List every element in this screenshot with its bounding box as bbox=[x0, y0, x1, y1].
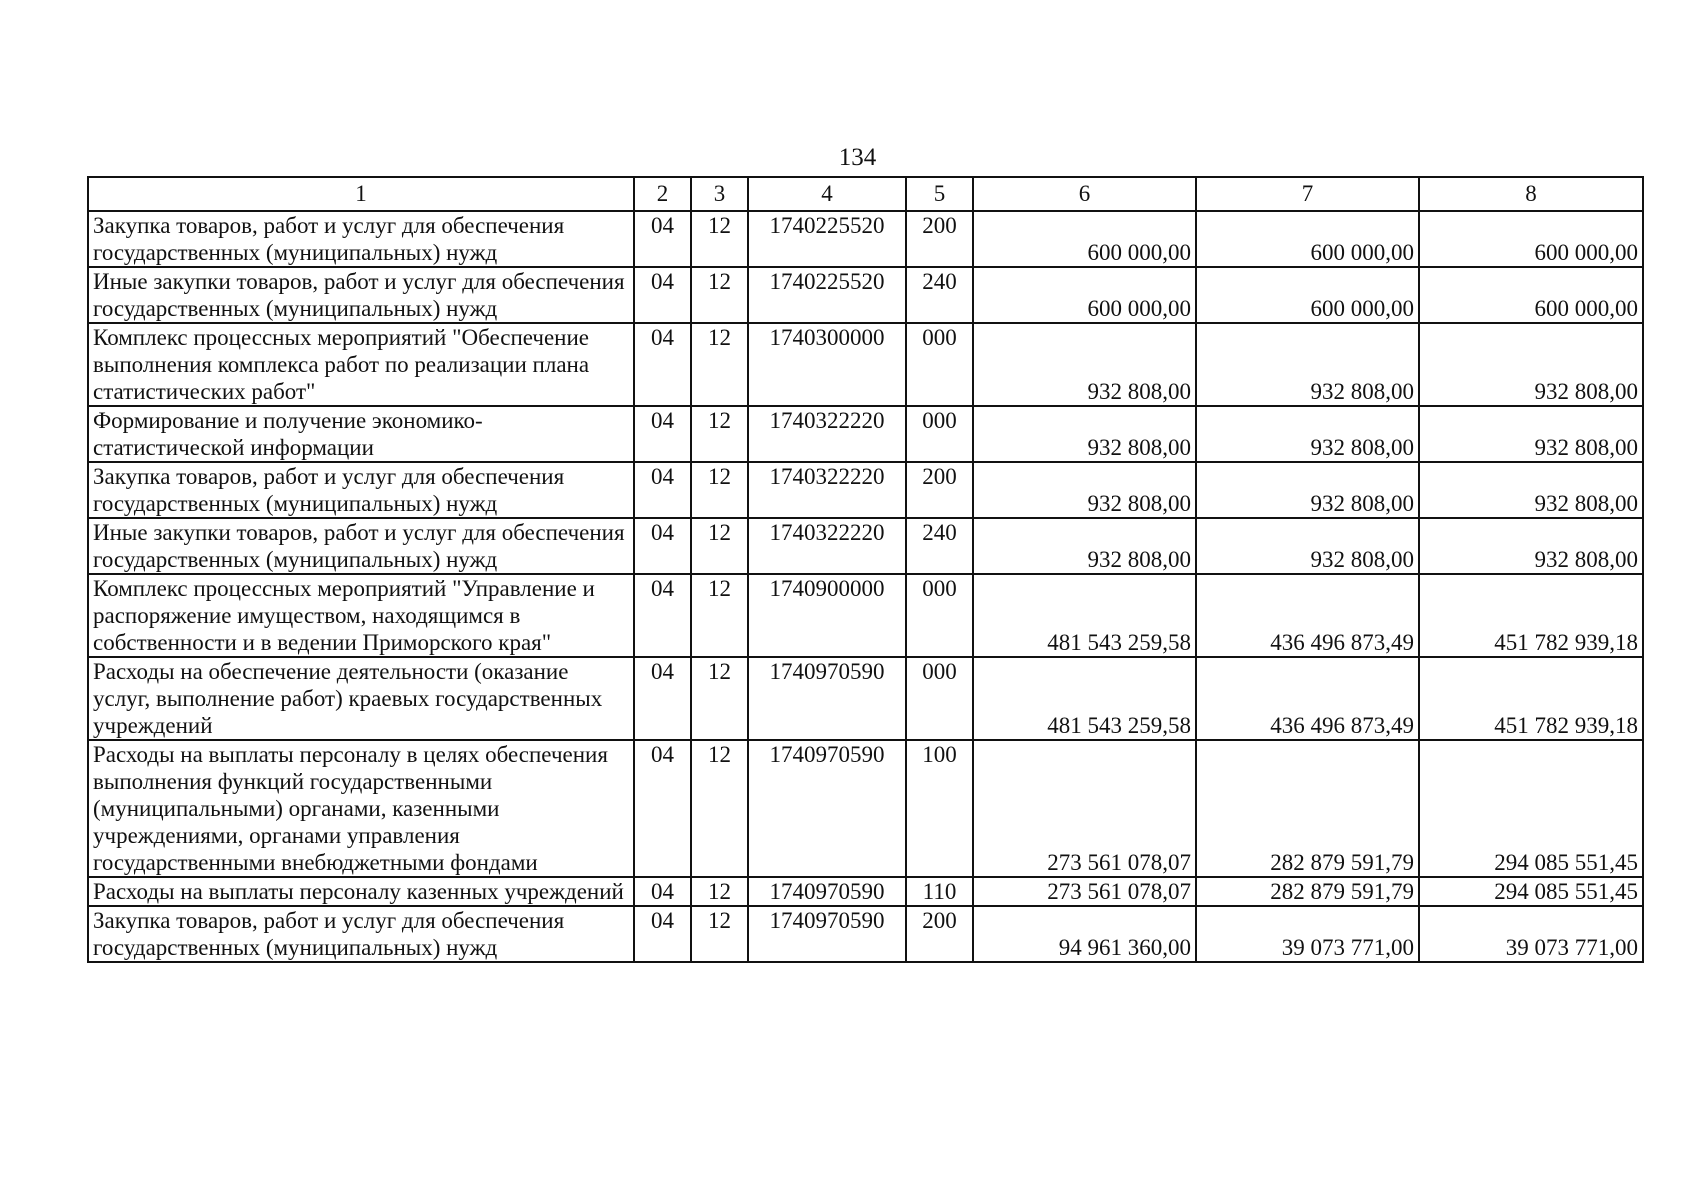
table-row bbox=[88, 323, 1643, 406]
expense-type-cell: 200 bbox=[906, 462, 973, 518]
amount-col7-cell: 436 496 873,49 bbox=[1196, 657, 1419, 740]
section-code-cell: 04 bbox=[634, 518, 691, 574]
expense-type-cell: 200 bbox=[906, 906, 973, 962]
table-row bbox=[88, 877, 1643, 906]
amount-col8-cell: 294 085 551,45 bbox=[1419, 877, 1643, 906]
target-article-cell: 1740300000 bbox=[748, 323, 906, 406]
page-number: 134 bbox=[838, 144, 877, 171]
amount-col8-cell: 451 782 939,18 bbox=[1419, 574, 1643, 657]
amount-col8-cell: 932 808,00 bbox=[1419, 406, 1643, 462]
table-row bbox=[88, 574, 1643, 657]
expense-type-cell: 000 bbox=[906, 574, 973, 657]
amount-col6-cell: 932 808,00 bbox=[973, 323, 1196, 406]
table-row bbox=[88, 657, 1643, 740]
table-row bbox=[88, 518, 1643, 574]
section-code-cell: 04 bbox=[634, 574, 691, 657]
section-code-cell: 04 bbox=[634, 906, 691, 962]
amount-col7-cell: 600 000,00 bbox=[1196, 211, 1419, 267]
section-code-cell: 04 bbox=[634, 462, 691, 518]
subsection-code-cell: 12 bbox=[691, 211, 748, 267]
amount-col7-cell: 932 808,00 bbox=[1196, 518, 1419, 574]
subsection-code-cell: 12 bbox=[691, 740, 748, 877]
subsection-code-cell: 12 bbox=[691, 323, 748, 406]
section-code-cell: 04 bbox=[634, 657, 691, 740]
amount-col6-cell: 600 000,00 bbox=[973, 267, 1196, 323]
expense-name-cell: Иные закупки товаров, работ и услуг для обеспечения государственных (муниципальных) нужд bbox=[88, 518, 634, 574]
expense-type-cell: 110 bbox=[906, 877, 973, 906]
expense-type-cell: 000 bbox=[906, 323, 973, 406]
subsection-code-cell: 12 bbox=[691, 267, 748, 323]
amount-col7-cell: 932 808,00 bbox=[1196, 462, 1419, 518]
amount-col7-cell: 282 879 591,79 bbox=[1196, 740, 1419, 877]
column-header-2: 2 bbox=[634, 177, 691, 211]
column-header-8: 8 bbox=[1419, 177, 1643, 211]
column-header-row bbox=[88, 177, 1643, 211]
expense-name-cell: Расходы на выплаты персоналу казенных учреждений bbox=[88, 877, 634, 906]
section-code-cell: 04 bbox=[634, 877, 691, 906]
amount-col6-cell: 481 543 259,58 bbox=[973, 574, 1196, 657]
table-row bbox=[88, 740, 1643, 877]
section-code-cell: 04 bbox=[634, 740, 691, 877]
table-row bbox=[88, 462, 1643, 518]
target-article-cell: 1740322220 bbox=[748, 406, 906, 462]
amount-col6-cell: 481 543 259,58 bbox=[973, 657, 1196, 740]
expense-name-cell: Комплекс процессных мероприятий "Обеспечение выполнения комплекса работ по реализации плана статистических работ" bbox=[88, 323, 634, 406]
expense-type-cell: 100 bbox=[906, 740, 973, 877]
section-code-cell: 04 bbox=[634, 267, 691, 323]
expense-type-cell: 000 bbox=[906, 406, 973, 462]
table-row bbox=[88, 406, 1643, 462]
target-article-cell: 1740970590 bbox=[748, 877, 906, 906]
amount-col8-cell: 932 808,00 bbox=[1419, 462, 1643, 518]
expense-name-cell: Закупка товаров, работ и услуг для обеспечения государственных (муниципальных) нужд bbox=[88, 211, 634, 267]
section-code-cell: 04 bbox=[634, 323, 691, 406]
amount-col8-cell: 451 782 939,18 bbox=[1419, 657, 1643, 740]
target-article-cell: 1740970590 bbox=[748, 906, 906, 962]
amount-col6-cell: 932 808,00 bbox=[973, 518, 1196, 574]
column-header-3: 3 bbox=[691, 177, 748, 211]
column-header-4: 4 bbox=[748, 177, 906, 211]
amount-col6-cell: 94 961 360,00 bbox=[973, 906, 1196, 962]
target-article-cell: 1740225520 bbox=[748, 267, 906, 323]
expense-type-cell: 240 bbox=[906, 267, 973, 323]
table-row bbox=[88, 267, 1643, 323]
amount-col6-cell: 932 808,00 bbox=[973, 406, 1196, 462]
amount-col7-cell: 932 808,00 bbox=[1196, 406, 1419, 462]
subsection-code-cell: 12 bbox=[691, 462, 748, 518]
expense-type-cell: 200 bbox=[906, 211, 973, 267]
amount-col7-cell: 39 073 771,00 bbox=[1196, 906, 1419, 962]
column-header-7: 7 bbox=[1196, 177, 1419, 211]
amount-col7-cell: 932 808,00 bbox=[1196, 323, 1419, 406]
target-article-cell: 1740900000 bbox=[748, 574, 906, 657]
amount-col8-cell: 294 085 551,45 bbox=[1419, 740, 1643, 877]
amount-col6-cell: 932 808,00 bbox=[973, 462, 1196, 518]
target-article-cell: 1740322220 bbox=[748, 518, 906, 574]
expense-name-cell: Расходы на обеспечение деятельности (оказание услуг, выполнение работ) краевых государственных учреждений bbox=[88, 657, 634, 740]
column-header-1: 1 bbox=[88, 177, 634, 211]
subsection-code-cell: 12 bbox=[691, 657, 748, 740]
amount-col8-cell: 932 808,00 bbox=[1419, 323, 1643, 406]
amount-col7-cell: 600 000,00 bbox=[1196, 267, 1419, 323]
amount-col8-cell: 39 073 771,00 bbox=[1419, 906, 1643, 962]
subsection-code-cell: 12 bbox=[691, 574, 748, 657]
expense-name-cell: Закупка товаров, работ и услуг для обеспечения государственных (муниципальных) нужд bbox=[88, 906, 634, 962]
subsection-code-cell: 12 bbox=[691, 406, 748, 462]
section-code-cell: 04 bbox=[634, 211, 691, 267]
target-article-cell: 1740970590 bbox=[748, 740, 906, 877]
column-header-6: 6 bbox=[973, 177, 1196, 211]
amount-col8-cell: 600 000,00 bbox=[1419, 267, 1643, 323]
expense-name-cell: Формирование и получение экономико-статистической информации bbox=[88, 406, 634, 462]
amount-col6-cell: 600 000,00 bbox=[973, 211, 1196, 267]
subsection-code-cell: 12 bbox=[691, 518, 748, 574]
amount-col8-cell: 600 000,00 bbox=[1419, 211, 1643, 267]
expense-name-cell: Расходы на выплаты персоналу в целях обеспечения выполнения функций государственными (муниципальными) органами, казенными учреждениями, органами управления государственными внебюджетными фондами bbox=[88, 740, 634, 877]
target-article-cell: 1740225520 bbox=[748, 211, 906, 267]
subsection-code-cell: 12 bbox=[691, 906, 748, 962]
budget-table bbox=[87, 176, 1644, 963]
amount-col7-cell: 436 496 873,49 bbox=[1196, 574, 1419, 657]
amount-col8-cell: 932 808,00 bbox=[1419, 518, 1643, 574]
target-article-cell: 1740970590 bbox=[748, 657, 906, 740]
amount-col6-cell: 273 561 078,07 bbox=[973, 877, 1196, 906]
expense-name-cell: Закупка товаров, работ и услуг для обеспечения государственных (муниципальных) нужд bbox=[88, 462, 634, 518]
expense-type-cell: 240 bbox=[906, 518, 973, 574]
expense-name-cell: Иные закупки товаров, работ и услуг для обеспечения государственных (муниципальных) нужд bbox=[88, 267, 634, 323]
expense-name-cell: Комплекс процессных мероприятий "Управление и распоряжение имуществом, находящимся в собственности и в ведении Приморского края" bbox=[88, 574, 634, 657]
target-article-cell: 1740322220 bbox=[748, 462, 906, 518]
table-row bbox=[88, 906, 1643, 962]
amount-col7-cell: 282 879 591,79 bbox=[1196, 877, 1419, 906]
subsection-code-cell: 12 bbox=[691, 877, 748, 906]
expense-type-cell: 000 bbox=[906, 657, 973, 740]
section-code-cell: 04 bbox=[634, 406, 691, 462]
amount-col6-cell: 273 561 078,07 bbox=[973, 740, 1196, 877]
column-header-5: 5 bbox=[906, 177, 973, 211]
table-row bbox=[88, 211, 1643, 267]
